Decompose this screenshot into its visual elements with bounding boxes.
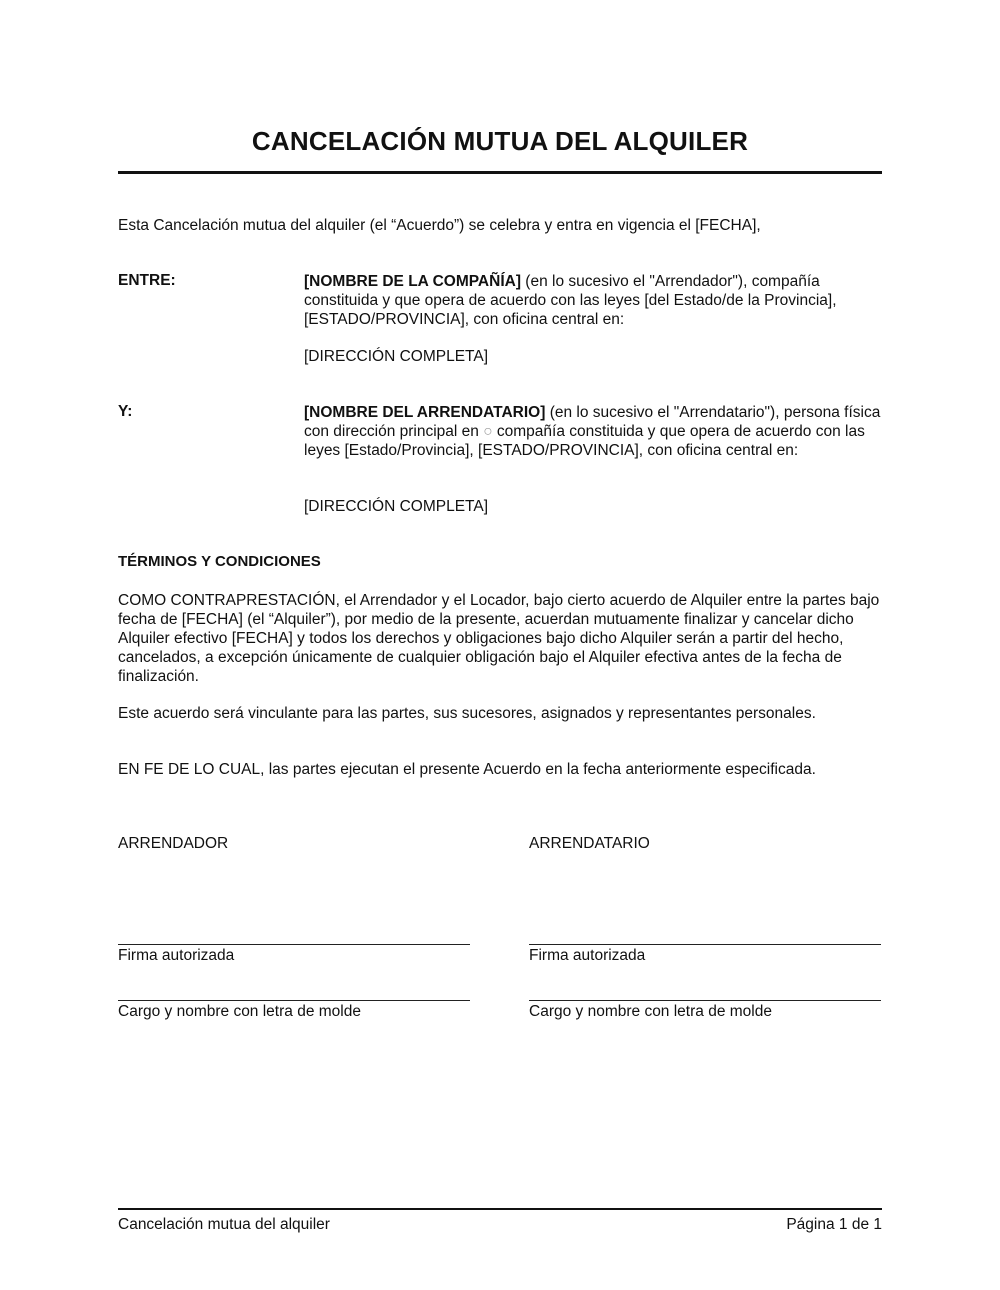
signature-label-tenant: Firma autorizada <box>529 947 646 964</box>
signature-block-landlord <box>118 834 470 1034</box>
document-page <box>118 0 882 1290</box>
option-circle-icon[interactable]: ○ <box>483 423 493 440</box>
tenant-address: [DIRECCIÓN COMPLETA] <box>304 498 489 515</box>
party-label-entre: ENTRE: <box>118 272 176 289</box>
landlord-description: (en lo sucesivo el "Arrendador"), compañía constituida y que opera de acuerdo con las leyes [del Estado/de la Provincia], [ESTADO/PROVINCIA], con oficina central en: <box>304 273 837 328</box>
tenant-name-placeholder: [NOMBRE DEL ARRENDATARIO] <box>304 404 546 421</box>
name-line-landlord[interactable] <box>118 1000 470 1001</box>
tenant-description-start: (en lo sucesivo el "Arrendatario"), persona física con dirección principal en <box>304 404 881 440</box>
signature-label-landlord: Firma autorizada <box>118 947 235 964</box>
name-label-tenant: Cargo y nombre con letra de molde <box>529 1003 772 1020</box>
terms-paragraph-binding: Este acuerdo será vinculante para las partes, sus sucesores, asignados y representantes personales. <box>118 705 816 722</box>
landlord-address: [DIRECCIÓN COMPLETA] <box>304 348 489 365</box>
signature-block-tenant <box>529 834 881 1034</box>
signature-line-landlord[interactable] <box>118 944 470 945</box>
terms-paragraph-consideration: COMO CONTRAPRESTACIÓN, el Arrendador y el Locador, bajo cierto acuerdo de Alquiler entre la partes bajo fecha de [FECHA] (el “Alquiler”), por medio de la presente, acuerdan mutuamente finalizar y cancelar dicho Alquiler efectivo [FECHA] y todos los derechos y obligaciones bajo dicho Alquiler serán a partir del hecho, cancelados, a excepción únicamente de cualquier obligación bajo el Alquiler efectiva antes de la fecha de finalización. <box>118 592 880 685</box>
signature-line-tenant[interactable] <box>529 944 881 945</box>
name-label-landlord: Cargo y nombre con letra de molde <box>118 1003 361 1020</box>
terms-paragraph-witness: EN FE DE LO CUAL, las partes ejecutan el presente Acuerdo en la fecha anteriormente especificada. <box>118 761 816 778</box>
party-description-landlord <box>304 272 884 329</box>
footer-page-number: Página 1 de 1 <box>786 1216 882 1233</box>
document-title: CANCELACIÓN MUTUA DEL ALQUILER <box>251 126 749 156</box>
party-label-y: Y: <box>118 403 133 420</box>
tenant-description-end: compañía constituida y que opera de acuerdo con las leyes [Estado/Provincia], [ESTADO/PROVINCIA], con oficina central en: <box>304 423 865 459</box>
title-divider <box>118 171 882 174</box>
signature-party-landlord: ARRENDADOR <box>118 835 229 852</box>
signature-party-tenant: ARRENDATARIO <box>529 835 650 852</box>
footer-divider <box>118 1208 882 1210</box>
intro-paragraph: Esta Cancelación mutua del alquiler (el “Acuerdo”) se celebra y entra en vigencia el [FECHA], <box>118 217 761 234</box>
landlord-name-placeholder: [NOMBRE DE LA COMPAÑÍA] <box>304 273 521 290</box>
terms-heading: TÉRMINOS Y CONDICIONES <box>118 553 321 570</box>
footer-document-name: Cancelación mutua del alquiler <box>118 1216 330 1233</box>
party-description-tenant <box>304 403 884 460</box>
name-line-tenant[interactable] <box>529 1000 881 1001</box>
